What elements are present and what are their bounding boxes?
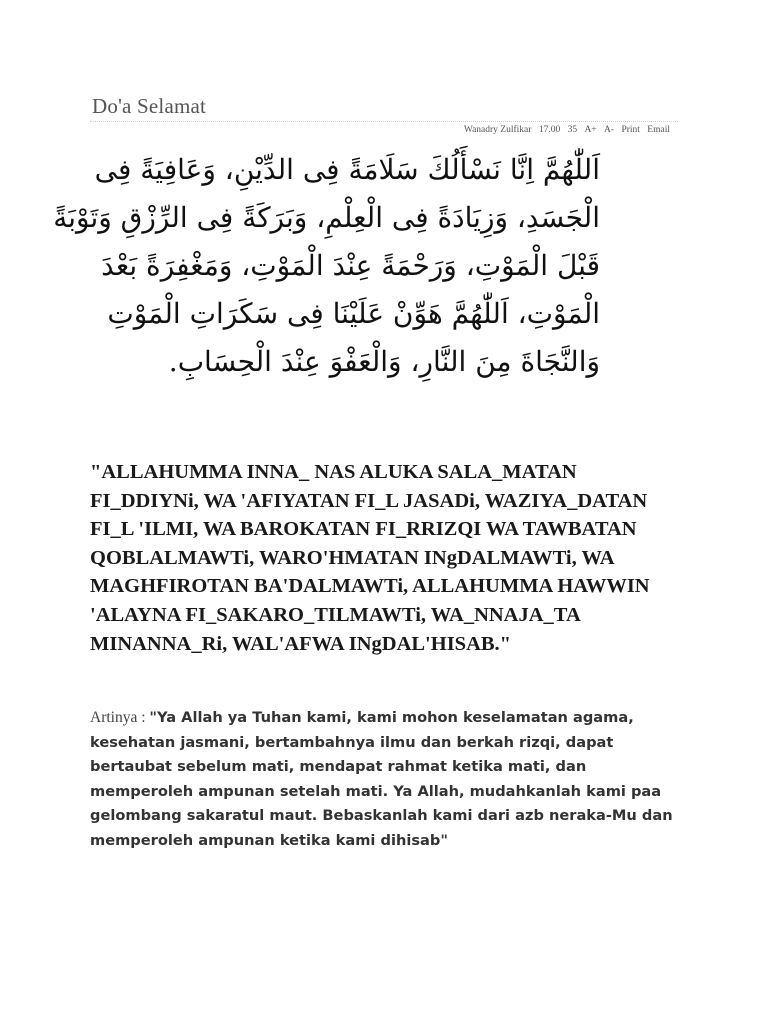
arabic-prayer-text: [53, 146, 600, 396]
print-link[interactable]: Print: [621, 125, 640, 135]
article-meta: [464, 125, 670, 135]
transliteration-text: "ALLAHUMMA INNA_ NAS ALUKA SALA_MATAN FI_DDIYNi, WA 'AFIYATAN FI_L JASADi, WAZIYA_DATAN FI_L 'ILMI, WA BAROKATAN FI_RRIZQI WA TAWBATAN QOBLALMAWTi, WARO'HMATAN INgDALMAWTi, WA MAGHFIROTAN BA'DALMAWTi, ALLAHUMMA HAWWIN 'ALAYNA FI_SAKARO_TILMAWTi, WA_NNAJA_TA MINANNA_Ri, WAL'AFWA INgDAL'HISAB.": [90, 461, 650, 655]
comment-count[interactable]: 35: [567, 125, 578, 135]
font-decrease-button[interactable]: A-: [604, 125, 615, 135]
email-link[interactable]: Email: [647, 125, 670, 135]
author-link[interactable]: Wanadry Zulfikar: [463, 125, 532, 135]
arabic-line: الْجَسَدِ، وَزِيَادَةً فِى الْعِلْمِ، وَبَرَكَةً فِى الرِّزْقِ وَتَوْبَةً: [53, 201, 600, 234]
arabic-line: الْمَوْتِ، اَللّٰهُمَّ هَوِّنْ عَلَيْنَا فِى سَكَرَاتِ الْمَوْتِ: [107, 297, 600, 330]
article: [53, 0, 680, 1024]
article-title: Do'a Selamat: [92, 94, 207, 118]
arabic-line: وَالنَّجَاةَ مِنَ النَّارِ، وَالْعَفْوَ عِنْدَ الْحِسَابِ.: [168, 345, 600, 378]
title-divider: [90, 121, 678, 122]
arabic-line: قَبْلَ الْمَوْتِ، وَرَحْمَةً عِنْدَ الْمَوْتِ، وَمَغْفِرَةً بَعْدَ: [101, 249, 600, 282]
font-increase-button[interactable]: A+: [584, 125, 597, 135]
translation-label: Artinya :: [90, 709, 150, 726]
translation-paragraph: [90, 706, 684, 854]
post-time: 17.00: [538, 125, 561, 135]
arabic-line: اَللّٰهُمَّ اِنَّا نَسْأَلُكَ سَلَامَةً فِى الدِّيْنِ، وَعَافِيَةً فِى: [94, 153, 600, 186]
translation-text: "Ya Allah ya Tuhan kami, kami mohon keselamatan agama, kesehatan jasmani, bertambahnya ilmu dan berkah rizqi, dapat bertaubat sebelum mati, mendapat rahmat ketika mati, dan memperoleh ampunan setelah mati. Ya Allah, mudahkanlah kami paa gelombang sakaratul maut. Bebaskanlah kami dari azb neraka-Mu dan memperoleh ampunan ketika kami dihisab": [90, 709, 673, 849]
